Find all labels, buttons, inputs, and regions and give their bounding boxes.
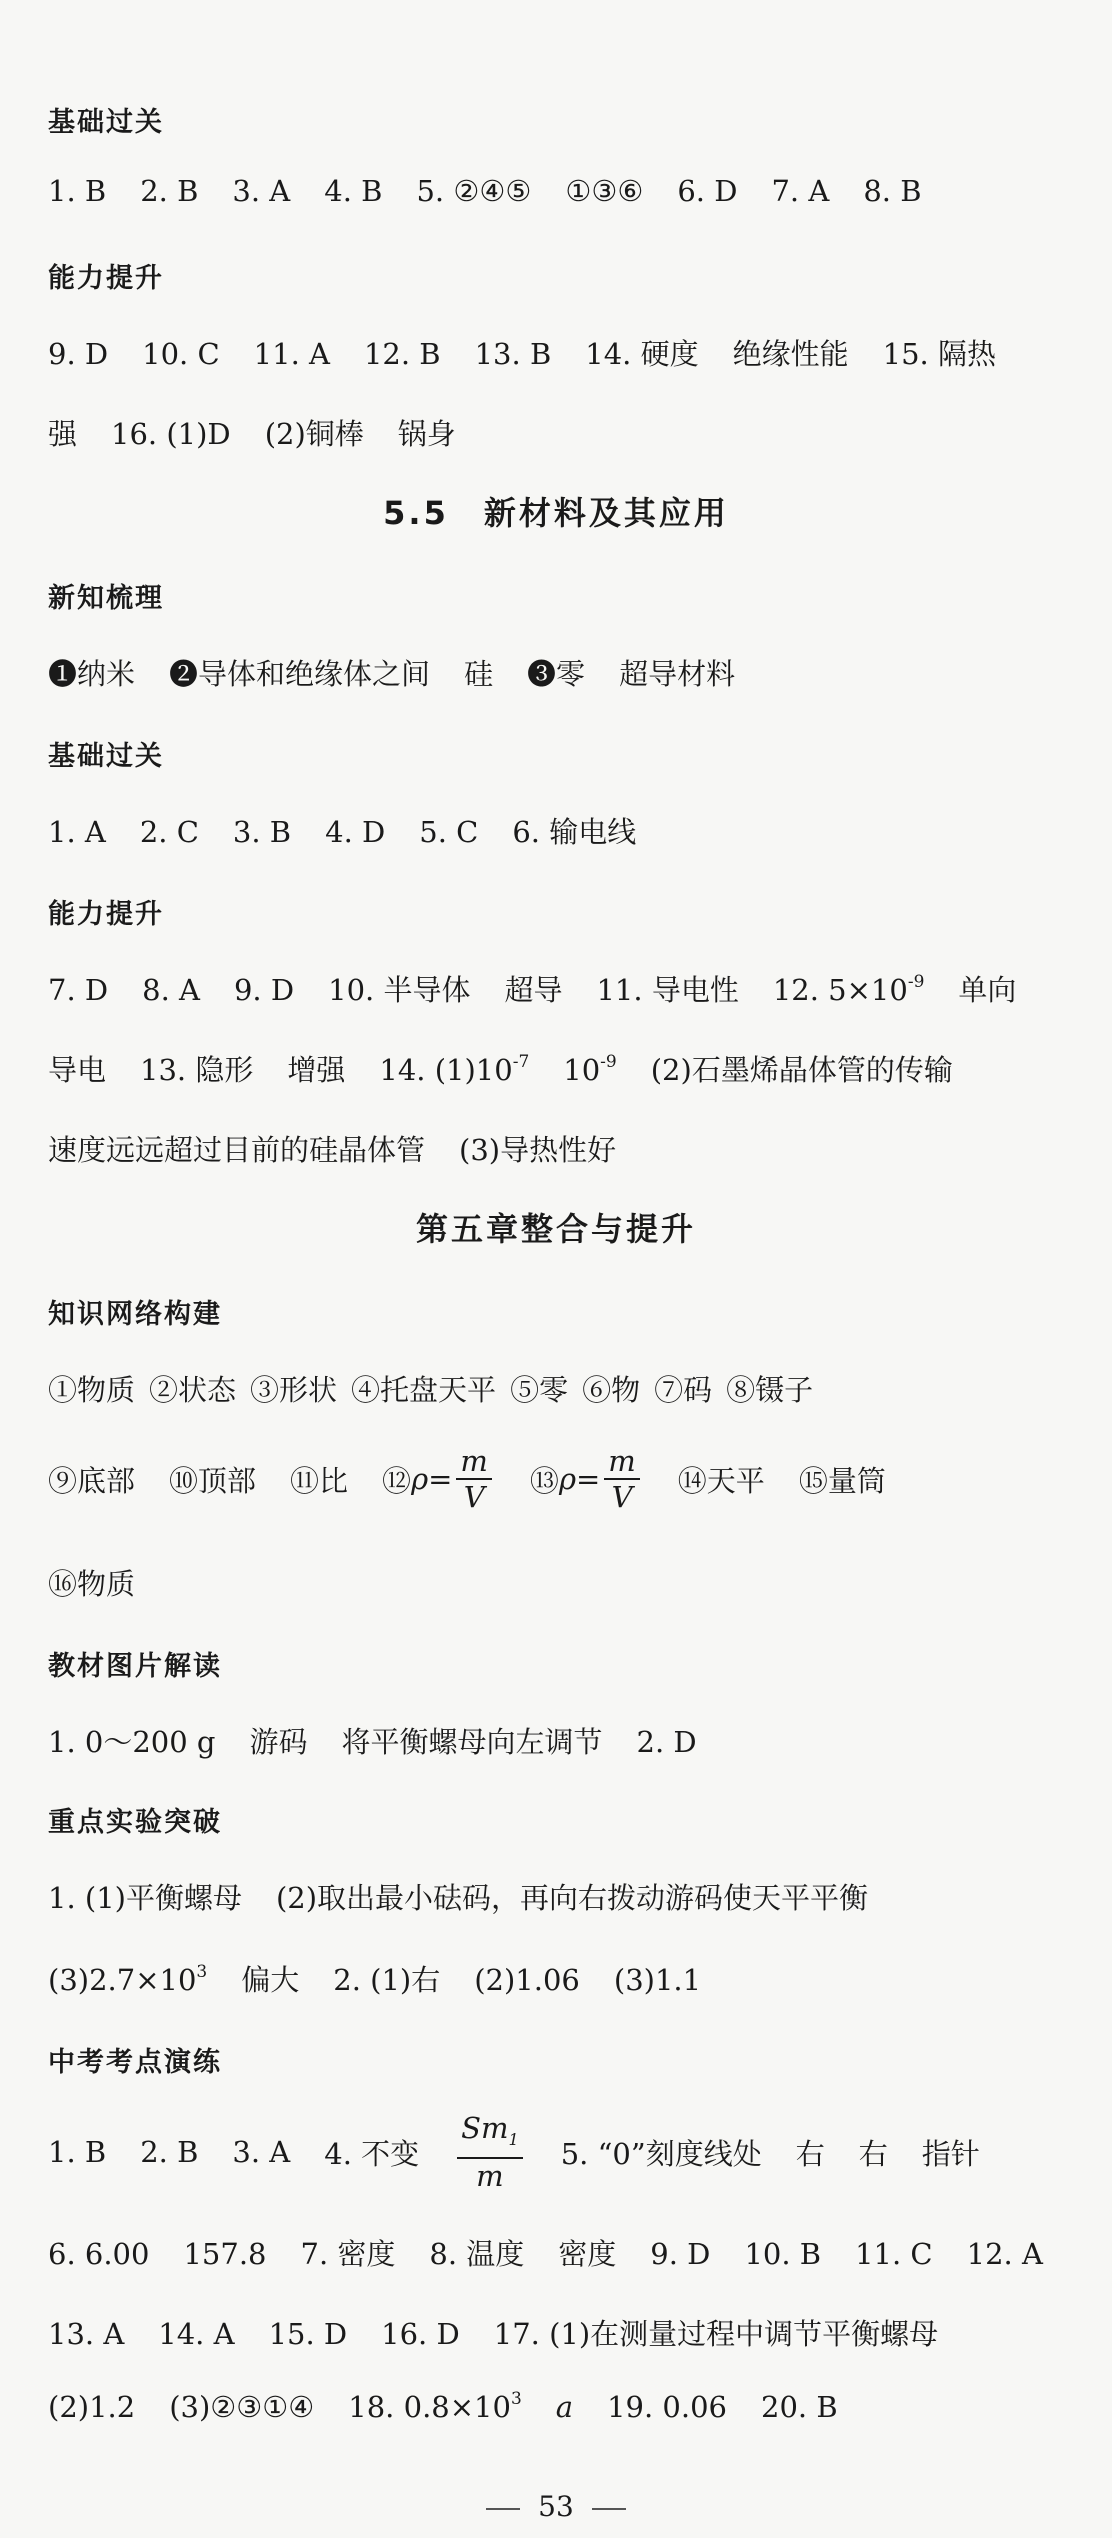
answer-line: ❶纳米 ❷导体和绝缘体之间 硅 ❸零 超导材料 [48,657,736,691]
answer-line: 1. B 2. B 3. A 4. B 5. ②④⑤ ①③⑥ 6. D 7. A 8. B [48,174,922,208]
heading-ability: 能力提升 [48,899,164,930]
answer-line: 导电 13. 隐形 增强 14. $(1)10^{-7}$ $10^{-9}$ (2)石墨烯晶体管的传输 [48,1052,953,1087]
density-fraction: $\frac{m}{V}$ [456,1444,492,1514]
answer-line: (2)1.2 (3)②③①④ 18. $0.8\times 10^3$ a 19. 0.06 20. B [48,2389,838,2424]
answer-line-formula: ⑨底部 ⑩顶部 ⑪比 ⑫ ρ= $\frac{m}{V}$ ⑬ ρ= $\frac{m}{V}$ ⑭天平 ⑮量筒 [48,1444,886,1514]
page-number-dash-right [592,2508,626,2510]
answer-line: 强 16. (1)D (2)铜棒 锅身 [48,417,456,451]
answer-line: 速度远远超过目前的硅晶体管 (3)导热性好 [48,1133,617,1167]
density-fraction: $\frac{m}{V}$ [604,1444,640,1514]
answer-line: $(3)2.7\times 10^3$ 偏大 2. (1)右 (2)1.06 (3)1.1 [48,1962,702,1997]
answer-line: ①物质 ②状态 ③形状 ④托盘天平 ⑤零 ⑥物 ⑦码 ⑧镊子 [48,1373,814,1407]
answer-line: 1. A 2. C 3. B 4. D 5. C 6. 输电线 [48,815,637,849]
heading-key-experiments: 重点实验突破 [48,1807,222,1838]
sm1-over-m-fraction: $\frac{Sm_1}{m}$ [457,2111,523,2193]
heading-new-knowledge: 新知梳理 [48,583,164,614]
answer-line: 1. (1)平衡螺母 (2)取出最小砝码，再向右拨动游码使天平平衡 [48,1881,869,1915]
answer-line-formula: 1. B 2. B 3. A 4. 不变 $\frac{Sm_1}{m}$ 5. “0”刻度线处 右 右 指针 [48,2111,980,2193]
page-number: 53 [0,2490,1112,2523]
heading-basic: 基础过关 [48,107,164,138]
heading-textbook-images: 教材图片解读 [48,1651,222,1682]
section-title: 5.5 新材料及其应用 [383,494,729,532]
answer-line: 7. D 8. A 9. D 10. 半导体 超导 11. 导电性 12. $5\times 10^{-9}$ 单向 [48,972,1017,1007]
heading-basic: 基础过关 [48,741,164,772]
heading-knowledge-network: 知识网络构建 [48,1299,222,1330]
answer-line: ⑯物质 [48,1567,136,1601]
heading-ability: 能力提升 [48,263,164,294]
heading-exam-practice: 中考考点演练 [48,2047,222,2078]
page-number-dash-left [486,2508,520,2510]
answer-line: 9. D 10. C 11. A 12. B 13. B 14. 硬度 绝缘性能 15. 隔热 [48,337,996,371]
answer-line: 6. 6.00 157.8 7. 密度 8. 温度 密度 9. D 10. B 11. C 12. A [48,2237,1043,2271]
chapter-title: 第五章整合与提升 [415,1210,696,1248]
answer-line: 1. 0～200 g 游码 将平衡螺母向左调节 2. D [48,1725,697,1759]
answer-line: 13. A 14. A 15. D 16. D 17. (1)在测量过程中调节平衡螺母 [48,2317,939,2351]
